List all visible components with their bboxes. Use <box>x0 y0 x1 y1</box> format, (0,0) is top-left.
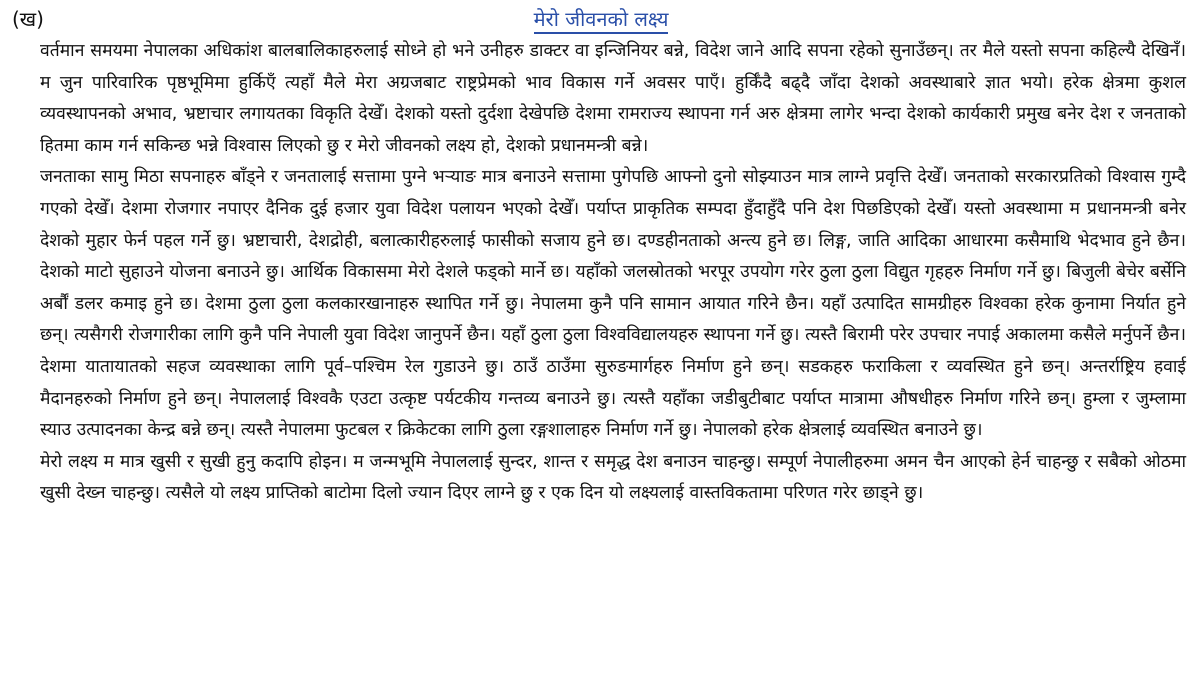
paragraph-1: वर्तमान समयमा नेपालका अधिकांश बालबालिकाहरुलाई सोध्ने हो भने उनीहरु डाक्टर वा इन्जिनियर बन्ने, विदेश जाने आदि सपना रहेको सुनाउँछन्। तर मैले यस्तो सपना कहिल्यै देखिनँ। म जुन पारिवारिक पृष्ठभूमिमा हुर्किएँ त्यहाँ मैले मेरा अग्रजबाट राष्ट्रप्रेमको भाव विकास गर्ने अवसर पाएँ। हुर्किँदै बढ्दै जाँदा देशको अवस्थाबारे ज्ञात भयो। हरेक क्षेत्रमा कुशल व्यवस्थापनको अभाव, भ्रष्टाचार लगायतका विकृति देखेँ। देशको यस्तो दुर्दशा देखेपछि देशमा रामराज्य स्थापना गर्न अरु क्षेत्रमा लागेर भन्दा देशको कार्यकारी प्रमुख बनेर देश र जनताको हितमा काम गर्न सकिन्छ भन्ने विश्वास लिएको छु र मेरो जीवनको लक्ष्य हो, देशको प्रधानमन्त्री बन्ने। <box>40 41 1186 156</box>
essay-title-container <box>12 6 1190 32</box>
section-marker: (ख) <box>12 7 44 31</box>
essay-title: मेरो जीवनको लक्ष्य <box>534 7 669 34</box>
paragraph-3: मेरो लक्ष्य म मात्र खुसी र सुखी हुनु कदापि होइन। म जन्मभूमि नेपाललाई सुन्दर, शान्त र समृद्ध देश बनाउन चाहन्छु। सम्पूर्ण नेपालीहरुमा अमन चैन आएको हेर्न चाहन्छु र सबैको ओठमा खुसी देख्न चाहन्छु। त्यसैले यो लक्ष्य प्राप्तिको बाटोमा दिलो ज्यान दिएर लाग्ने छु र एक दिन यो लक्ष्यलाई वास्तविकतामा परिणत गरेर छाड्ने छु। <box>40 451 1186 504</box>
header-row <box>12 2 1190 36</box>
essay-body <box>40 36 1186 510</box>
paragraph-2: जनताका सामु मिठा सपनाहरु बाँड्ने र जनतालाई सत्तामा पुग्ने भऱ्याङ मात्र बनाउने सत्तामा पुगेपछि आफ्नो दुनो सोझ्याउन मात्र लाग्ने प्रवृत्ति देखेँ। जनताको सरकारप्रतिको विश्वास गुम्दै गएको देखेँ। देशमा रोजगार नपाएर दैनिक दुई हजार युवा विदेश पलायन भएको देखेँ। पर्याप्त प्राकृतिक सम्पदा हुँदाहुँदै पनि देश पिछडिएको देखेँ। यस्तो अवस्थामा म प्रधानमन्त्री बनेर देशको मुहार फेर्न पहल गर्ने छु। भ्रष्टाचारी, देशद्रोही, बलात्कारीहरुलाई फासीको सजाय हुने छ। दण्डहीनताको अन्त्य हुने छ। लिङ्ग, जाति आदिका आधारमा कसैमाथि भेदभाव हुने छैन। देशको माटो सुहाउने योजना बनाउने छु। आर्थिक विकासमा मेरो देशले फड्को मार्ने छ। यहाँको जलस्रोतको भरपूर उपयोग गरेर ठुला ठुला विद्युत गृहहरु निर्माण गर्ने छु। बिजुली बेचेर बर्सेनि अर्बौं डलर कमाइ हुने छ। देशमा ठुला ठुला कलकारखानाहरु स्थापित गर्ने छु। नेपालमा कुनै पनि सामान आयात गरिने छैन। यहाँ उत्पादित सामग्रीहरु विश्वका हरेक कुनामा निर्यात हुने छन्। त्यसैगरी रोजगारीका लागि कुनै पनि नेपाली युवा विदेश जानुपर्ने छैन। यहाँ ठुला ठुला विश्वविद्यालयहरु स्थापना गर्ने छु। त्यस्तै बिरामी परेर उपचार नपाई अकालमा कसैले मर्नुपर्ने छैन। देशमा यातायातको सहज व्यवस्थाका लागि पूर्व–पश्चिम रेल गुडाउने छु। ठाउँ ठाउँमा सुरुङमार्गहरु निर्माण हुने छन्। सडकहरु फराकिला र व्यवस्थित हुने छन्। अन्तर्राष्ट्रिय हवाई मैदानहरुको निर्माण हुने छन्। नेपाललाई विश्वकै एउटा उत्कृष्ट पर्यटकीय गन्तव्य बनाउने छु। त्यस्तै यहाँका जडीबुटीबाट पर्याप्त मात्रामा औषधीहरु निर्माण गरिने छन्। हुम्ला र जुम्लामा स्याउ उत्पादनका केन्द्र बन्ने छन्। त्यस्तै नेपालमा फुटबल र क्रिकेटका लागि ठुला रङ्गशालाहरु निर्माण गर्ने छु। नेपालको हरेक क्षेत्रलाई व्यवस्थित बनाउने छु। <box>40 167 1186 441</box>
